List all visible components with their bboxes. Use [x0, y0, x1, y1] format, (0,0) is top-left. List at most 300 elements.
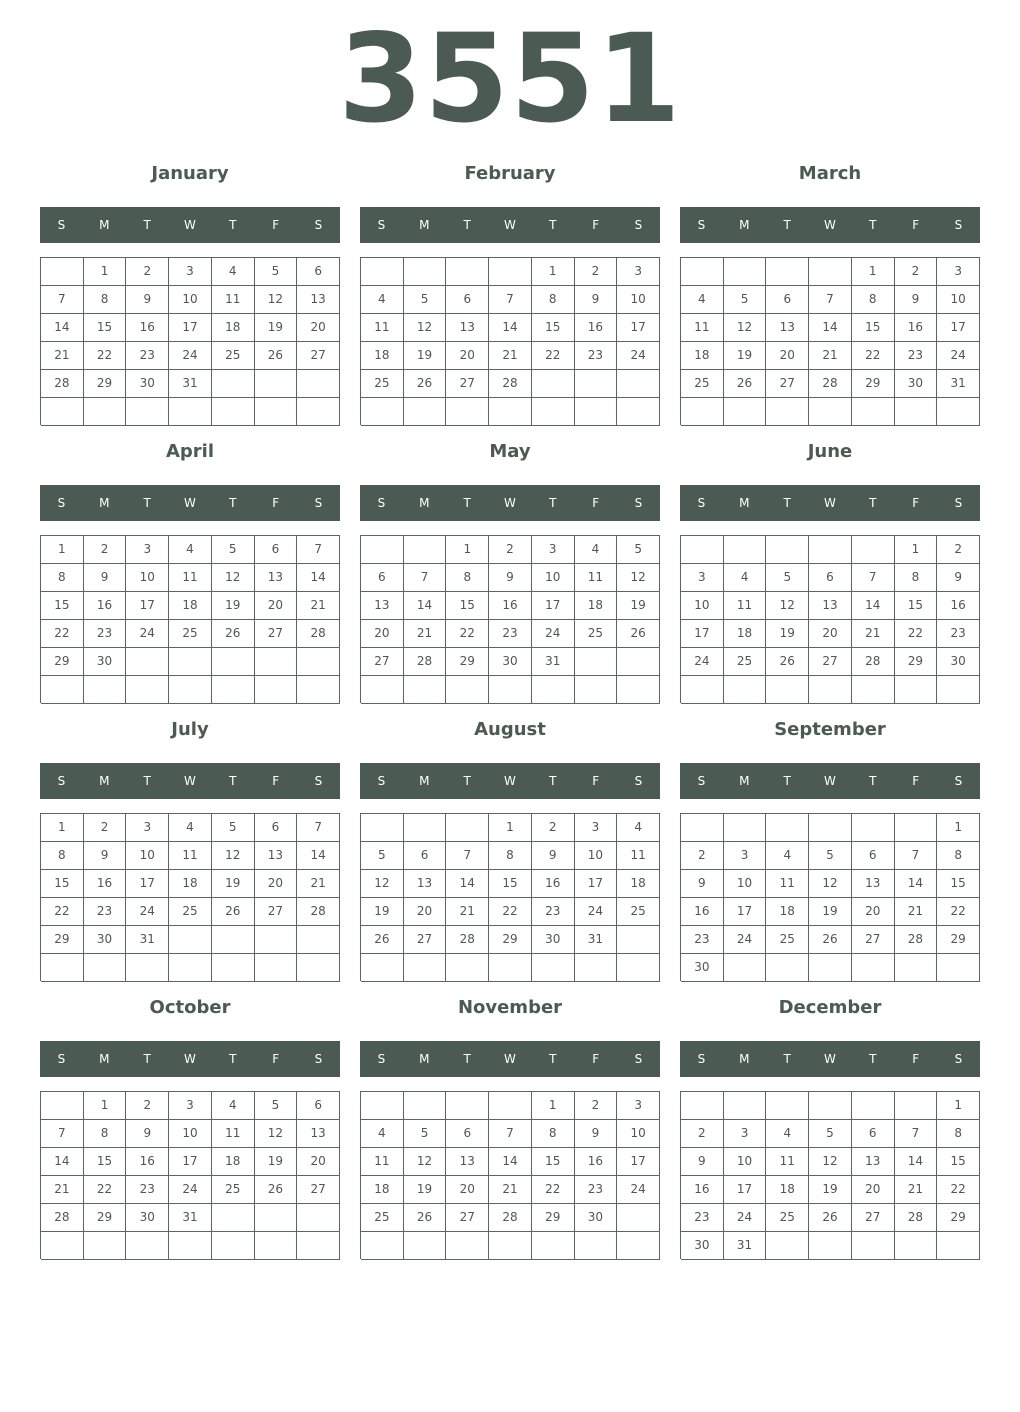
day-cell[interactable]: 5	[766, 564, 809, 592]
day-cell[interactable]: 5	[255, 1092, 298, 1120]
day-cell[interactable]: 22	[532, 1176, 575, 1204]
day-cell[interactable]: 15	[41, 592, 84, 620]
day-cell[interactable]: 29	[84, 1204, 127, 1232]
day-cell[interactable]: 16	[575, 314, 618, 342]
day-cell[interactable]: 2	[575, 258, 618, 286]
day-cell[interactable]: 6	[255, 536, 298, 564]
day-cell[interactable]: 26	[809, 926, 852, 954]
day-cell[interactable]: 11	[212, 1120, 255, 1148]
day-cell[interactable]: 28	[809, 370, 852, 398]
day-cell[interactable]: 29	[41, 926, 84, 954]
day-cell[interactable]: 25	[681, 370, 724, 398]
day-cell[interactable]: 26	[724, 370, 767, 398]
day-cell[interactable]: 18	[361, 1176, 404, 1204]
day-cell[interactable]: 17	[126, 870, 169, 898]
day-cell[interactable]: 7	[852, 564, 895, 592]
day-cell[interactable]: 16	[126, 1148, 169, 1176]
day-cell[interactable]: 1	[446, 536, 489, 564]
day-cell[interactable]: 28	[297, 620, 340, 648]
day-cell[interactable]: 19	[809, 898, 852, 926]
day-cell[interactable]: 18	[724, 620, 767, 648]
day-cell[interactable]: 26	[404, 370, 447, 398]
day-cell[interactable]: 31	[169, 1204, 212, 1232]
day-cell[interactable]: 15	[84, 314, 127, 342]
day-cell[interactable]: 24	[937, 342, 980, 370]
day-cell[interactable]: 21	[41, 342, 84, 370]
day-cell[interactable]: 2	[895, 258, 938, 286]
day-cell[interactable]: 19	[212, 592, 255, 620]
day-cell[interactable]: 8	[446, 564, 489, 592]
day-cell[interactable]: 30	[126, 370, 169, 398]
day-cell[interactable]: 17	[126, 592, 169, 620]
day-cell[interactable]: 3	[724, 1120, 767, 1148]
day-cell[interactable]: 4	[169, 814, 212, 842]
day-cell[interactable]: 24	[169, 342, 212, 370]
day-cell[interactable]: 20	[404, 898, 447, 926]
day-cell[interactable]: 29	[532, 1204, 575, 1232]
day-cell[interactable]: 13	[852, 870, 895, 898]
day-cell[interactable]: 10	[617, 286, 660, 314]
day-cell[interactable]: 21	[489, 342, 532, 370]
day-cell[interactable]: 17	[169, 1148, 212, 1176]
day-cell[interactable]: 4	[212, 258, 255, 286]
day-cell[interactable]: 7	[446, 842, 489, 870]
day-cell[interactable]: 16	[126, 314, 169, 342]
day-cell[interactable]: 6	[766, 286, 809, 314]
day-cell[interactable]: 9	[84, 842, 127, 870]
day-cell[interactable]: 2	[681, 1120, 724, 1148]
day-cell[interactable]: 30	[895, 370, 938, 398]
day-cell[interactable]: 28	[852, 648, 895, 676]
day-cell[interactable]: 1	[937, 814, 980, 842]
day-cell[interactable]: 29	[489, 926, 532, 954]
day-cell[interactable]: 10	[617, 1120, 660, 1148]
day-cell[interactable]: 23	[489, 620, 532, 648]
day-cell[interactable]: 19	[404, 342, 447, 370]
day-cell[interactable]: 24	[617, 1176, 660, 1204]
day-cell[interactable]: 4	[361, 286, 404, 314]
day-cell[interactable]: 4	[766, 842, 809, 870]
day-cell[interactable]: 28	[895, 926, 938, 954]
day-cell[interactable]: 26	[617, 620, 660, 648]
day-cell[interactable]: 15	[41, 870, 84, 898]
day-cell[interactable]: 29	[895, 648, 938, 676]
day-cell[interactable]: 6	[446, 286, 489, 314]
day-cell[interactable]: 4	[681, 286, 724, 314]
day-cell[interactable]: 8	[937, 1120, 980, 1148]
day-cell[interactable]: 1	[937, 1092, 980, 1120]
day-cell[interactable]: 8	[532, 286, 575, 314]
day-cell[interactable]: 6	[255, 814, 298, 842]
day-cell[interactable]: 17	[617, 1148, 660, 1176]
day-cell[interactable]: 12	[212, 564, 255, 592]
day-cell[interactable]: 25	[766, 926, 809, 954]
day-cell[interactable]: 9	[489, 564, 532, 592]
day-cell[interactable]: 19	[724, 342, 767, 370]
day-cell[interactable]: 2	[575, 1092, 618, 1120]
day-cell[interactable]: 3	[617, 1092, 660, 1120]
day-cell[interactable]: 18	[681, 342, 724, 370]
day-cell[interactable]: 24	[724, 926, 767, 954]
day-cell[interactable]: 15	[937, 870, 980, 898]
day-cell[interactable]: 17	[724, 1176, 767, 1204]
day-cell[interactable]: 3	[681, 564, 724, 592]
day-cell[interactable]: 9	[532, 842, 575, 870]
day-cell[interactable]: 2	[84, 536, 127, 564]
day-cell[interactable]: 3	[169, 258, 212, 286]
day-cell[interactable]: 30	[575, 1204, 618, 1232]
day-cell[interactable]: 24	[617, 342, 660, 370]
day-cell[interactable]: 4	[212, 1092, 255, 1120]
day-cell[interactable]: 22	[41, 620, 84, 648]
day-cell[interactable]: 16	[489, 592, 532, 620]
day-cell[interactable]: 21	[809, 342, 852, 370]
day-cell[interactable]: 8	[84, 1120, 127, 1148]
day-cell[interactable]: 1	[84, 258, 127, 286]
day-cell[interactable]: 15	[84, 1148, 127, 1176]
day-cell[interactable]: 28	[489, 370, 532, 398]
day-cell[interactable]: 7	[809, 286, 852, 314]
day-cell[interactable]: 10	[169, 286, 212, 314]
day-cell[interactable]: 11	[361, 1148, 404, 1176]
day-cell[interactable]: 23	[895, 342, 938, 370]
day-cell[interactable]: 7	[489, 286, 532, 314]
day-cell[interactable]: 28	[41, 370, 84, 398]
day-cell[interactable]: 23	[937, 620, 980, 648]
day-cell[interactable]: 13	[297, 1120, 340, 1148]
day-cell[interactable]: 6	[404, 842, 447, 870]
day-cell[interactable]: 22	[41, 898, 84, 926]
day-cell[interactable]: 4	[617, 814, 660, 842]
day-cell[interactable]: 23	[84, 898, 127, 926]
day-cell[interactable]: 14	[489, 1148, 532, 1176]
day-cell[interactable]: 14	[489, 314, 532, 342]
day-cell[interactable]: 9	[681, 870, 724, 898]
day-cell[interactable]: 7	[297, 814, 340, 842]
day-cell[interactable]: 14	[446, 870, 489, 898]
day-cell[interactable]: 25	[169, 620, 212, 648]
day-cell[interactable]: 16	[937, 592, 980, 620]
day-cell[interactable]: 21	[297, 870, 340, 898]
day-cell[interactable]: 22	[532, 342, 575, 370]
day-cell[interactable]: 3	[617, 258, 660, 286]
day-cell[interactable]: 10	[724, 1148, 767, 1176]
day-cell[interactable]: 26	[212, 620, 255, 648]
day-cell[interactable]: 29	[937, 926, 980, 954]
day-cell[interactable]: 20	[852, 1176, 895, 1204]
day-cell[interactable]: 3	[169, 1092, 212, 1120]
day-cell[interactable]: 15	[895, 592, 938, 620]
day-cell[interactable]: 28	[404, 648, 447, 676]
day-cell[interactable]: 4	[169, 536, 212, 564]
day-cell[interactable]: 5	[724, 286, 767, 314]
day-cell[interactable]: 14	[297, 564, 340, 592]
day-cell[interactable]: 7	[297, 536, 340, 564]
day-cell[interactable]: 23	[532, 898, 575, 926]
day-cell[interactable]: 26	[809, 1204, 852, 1232]
day-cell[interactable]: 9	[84, 564, 127, 592]
day-cell[interactable]: 23	[84, 620, 127, 648]
day-cell[interactable]: 10	[937, 286, 980, 314]
day-cell[interactable]: 19	[766, 620, 809, 648]
day-cell[interactable]: 4	[766, 1120, 809, 1148]
day-cell[interactable]: 26	[404, 1204, 447, 1232]
day-cell[interactable]: 1	[41, 536, 84, 564]
day-cell[interactable]: 5	[212, 536, 255, 564]
day-cell[interactable]: 11	[766, 1148, 809, 1176]
day-cell[interactable]: 22	[84, 1176, 127, 1204]
day-cell[interactable]: 21	[404, 620, 447, 648]
day-cell[interactable]: 26	[212, 898, 255, 926]
day-cell[interactable]: 10	[126, 842, 169, 870]
day-cell[interactable]: 30	[489, 648, 532, 676]
day-cell[interactable]: 9	[895, 286, 938, 314]
day-cell[interactable]: 2	[126, 258, 169, 286]
day-cell[interactable]: 22	[489, 898, 532, 926]
day-cell[interactable]: 2	[126, 1092, 169, 1120]
day-cell[interactable]: 25	[361, 1204, 404, 1232]
day-cell[interactable]: 16	[84, 870, 127, 898]
day-cell[interactable]: 27	[446, 370, 489, 398]
day-cell[interactable]: 25	[575, 620, 618, 648]
day-cell[interactable]: 27	[297, 342, 340, 370]
day-cell[interactable]: 20	[255, 870, 298, 898]
day-cell[interactable]: 25	[212, 342, 255, 370]
day-cell[interactable]: 14	[852, 592, 895, 620]
day-cell[interactable]: 17	[681, 620, 724, 648]
day-cell[interactable]: 12	[404, 314, 447, 342]
day-cell[interactable]: 27	[297, 1176, 340, 1204]
day-cell[interactable]: 13	[297, 286, 340, 314]
day-cell[interactable]: 6	[852, 1120, 895, 1148]
day-cell[interactable]: 21	[852, 620, 895, 648]
day-cell[interactable]: 4	[361, 1120, 404, 1148]
day-cell[interactable]: 20	[255, 592, 298, 620]
day-cell[interactable]: 13	[446, 314, 489, 342]
day-cell[interactable]: 26	[361, 926, 404, 954]
day-cell[interactable]: 1	[532, 258, 575, 286]
day-cell[interactable]: 21	[446, 898, 489, 926]
day-cell[interactable]: 3	[532, 536, 575, 564]
day-cell[interactable]: 12	[809, 1148, 852, 1176]
day-cell[interactable]: 2	[681, 842, 724, 870]
day-cell[interactable]: 7	[895, 842, 938, 870]
day-cell[interactable]: 15	[937, 1148, 980, 1176]
day-cell[interactable]: 20	[297, 314, 340, 342]
day-cell[interactable]: 27	[361, 648, 404, 676]
day-cell[interactable]: 18	[212, 314, 255, 342]
day-cell[interactable]: 14	[41, 314, 84, 342]
day-cell[interactable]: 16	[532, 870, 575, 898]
day-cell[interactable]: 19	[212, 870, 255, 898]
day-cell[interactable]: 18	[766, 1176, 809, 1204]
day-cell[interactable]: 10	[681, 592, 724, 620]
day-cell[interactable]: 12	[404, 1148, 447, 1176]
day-cell[interactable]: 29	[852, 370, 895, 398]
day-cell[interactable]: 3	[126, 814, 169, 842]
day-cell[interactable]: 2	[937, 536, 980, 564]
day-cell[interactable]: 20	[809, 620, 852, 648]
day-cell[interactable]: 30	[84, 926, 127, 954]
day-cell[interactable]: 23	[575, 1176, 618, 1204]
day-cell[interactable]: 23	[681, 926, 724, 954]
day-cell[interactable]: 11	[575, 564, 618, 592]
day-cell[interactable]: 11	[681, 314, 724, 342]
day-cell[interactable]: 6	[361, 564, 404, 592]
day-cell[interactable]: 21	[297, 592, 340, 620]
day-cell[interactable]: 5	[361, 842, 404, 870]
day-cell[interactable]: 27	[852, 1204, 895, 1232]
day-cell[interactable]: 13	[404, 870, 447, 898]
day-cell[interactable]: 27	[766, 370, 809, 398]
day-cell[interactable]: 15	[852, 314, 895, 342]
day-cell[interactable]: 6	[297, 1092, 340, 1120]
day-cell[interactable]: 9	[126, 1120, 169, 1148]
day-cell[interactable]: 8	[532, 1120, 575, 1148]
day-cell[interactable]: 14	[809, 314, 852, 342]
day-cell[interactable]: 1	[41, 814, 84, 842]
day-cell[interactable]: 24	[681, 648, 724, 676]
day-cell[interactable]: 8	[852, 286, 895, 314]
day-cell[interactable]: 3	[937, 258, 980, 286]
day-cell[interactable]: 12	[361, 870, 404, 898]
day-cell[interactable]: 7	[41, 1120, 84, 1148]
day-cell[interactable]: 11	[766, 870, 809, 898]
day-cell[interactable]: 6	[446, 1120, 489, 1148]
day-cell[interactable]: 12	[255, 286, 298, 314]
day-cell[interactable]: 12	[617, 564, 660, 592]
day-cell[interactable]: 30	[532, 926, 575, 954]
day-cell[interactable]: 6	[852, 842, 895, 870]
day-cell[interactable]: 14	[895, 870, 938, 898]
day-cell[interactable]: 3	[126, 536, 169, 564]
day-cell[interactable]: 8	[895, 564, 938, 592]
day-cell[interactable]: 9	[575, 1120, 618, 1148]
day-cell[interactable]: 29	[84, 370, 127, 398]
day-cell[interactable]: 5	[809, 1120, 852, 1148]
day-cell[interactable]: 21	[489, 1176, 532, 1204]
day-cell[interactable]: 5	[404, 1120, 447, 1148]
day-cell[interactable]: 19	[361, 898, 404, 926]
day-cell[interactable]: 27	[852, 926, 895, 954]
day-cell[interactable]: 18	[212, 1148, 255, 1176]
day-cell[interactable]: 7	[41, 286, 84, 314]
day-cell[interactable]: 13	[361, 592, 404, 620]
day-cell[interactable]: 5	[617, 536, 660, 564]
day-cell[interactable]: 24	[126, 620, 169, 648]
day-cell[interactable]: 4	[724, 564, 767, 592]
day-cell[interactable]: 30	[937, 648, 980, 676]
day-cell[interactable]: 19	[255, 1148, 298, 1176]
day-cell[interactable]: 22	[937, 898, 980, 926]
day-cell[interactable]: 23	[126, 342, 169, 370]
day-cell[interactable]: 17	[169, 314, 212, 342]
day-cell[interactable]: 7	[895, 1120, 938, 1148]
day-cell[interactable]: 5	[809, 842, 852, 870]
day-cell[interactable]: 17	[724, 898, 767, 926]
day-cell[interactable]: 29	[446, 648, 489, 676]
day-cell[interactable]: 25	[617, 898, 660, 926]
day-cell[interactable]: 18	[169, 592, 212, 620]
day-cell[interactable]: 12	[766, 592, 809, 620]
day-cell[interactable]: 13	[446, 1148, 489, 1176]
day-cell[interactable]: 18	[766, 898, 809, 926]
day-cell[interactable]: 31	[126, 926, 169, 954]
day-cell[interactable]: 25	[361, 370, 404, 398]
day-cell[interactable]: 25	[212, 1176, 255, 1204]
day-cell[interactable]: 12	[809, 870, 852, 898]
day-cell[interactable]: 14	[404, 592, 447, 620]
day-cell[interactable]: 15	[532, 1148, 575, 1176]
day-cell[interactable]: 3	[724, 842, 767, 870]
day-cell[interactable]: 11	[617, 842, 660, 870]
day-cell[interactable]: 29	[937, 1204, 980, 1232]
day-cell[interactable]: 5	[404, 286, 447, 314]
day-cell[interactable]: 18	[169, 870, 212, 898]
day-cell[interactable]: 27	[404, 926, 447, 954]
day-cell[interactable]: 19	[255, 314, 298, 342]
day-cell[interactable]: 21	[895, 1176, 938, 1204]
day-cell[interactable]: 11	[212, 286, 255, 314]
day-cell[interactable]: 13	[255, 564, 298, 592]
day-cell[interactable]: 13	[766, 314, 809, 342]
day-cell[interactable]: 10	[126, 564, 169, 592]
day-cell[interactable]: 12	[255, 1120, 298, 1148]
day-cell[interactable]: 11	[361, 314, 404, 342]
day-cell[interactable]: 19	[404, 1176, 447, 1204]
day-cell[interactable]: 20	[297, 1148, 340, 1176]
day-cell[interactable]: 15	[532, 314, 575, 342]
day-cell[interactable]: 16	[84, 592, 127, 620]
day-cell[interactable]: 8	[41, 564, 84, 592]
day-cell[interactable]: 28	[895, 1204, 938, 1232]
day-cell[interactable]: 18	[617, 870, 660, 898]
day-cell[interactable]: 20	[852, 898, 895, 926]
day-cell[interactable]: 22	[446, 620, 489, 648]
day-cell[interactable]: 20	[361, 620, 404, 648]
day-cell[interactable]: 25	[169, 898, 212, 926]
day-cell[interactable]: 9	[575, 286, 618, 314]
day-cell[interactable]: 7	[489, 1120, 532, 1148]
day-cell[interactable]: 1	[895, 536, 938, 564]
day-cell[interactable]: 6	[297, 258, 340, 286]
day-cell[interactable]: 16	[895, 314, 938, 342]
day-cell[interactable]: 27	[809, 648, 852, 676]
day-cell[interactable]: 26	[255, 342, 298, 370]
day-cell[interactable]: 18	[575, 592, 618, 620]
day-cell[interactable]: 10	[575, 842, 618, 870]
day-cell[interactable]: 5	[212, 814, 255, 842]
day-cell[interactable]: 17	[617, 314, 660, 342]
day-cell[interactable]: 12	[724, 314, 767, 342]
day-cell[interactable]: 31	[532, 648, 575, 676]
day-cell[interactable]: 13	[255, 842, 298, 870]
day-cell[interactable]: 11	[724, 592, 767, 620]
day-cell[interactable]: 28	[489, 1204, 532, 1232]
day-cell[interactable]: 14	[895, 1148, 938, 1176]
day-cell[interactable]: 8	[489, 842, 532, 870]
day-cell[interactable]: 19	[809, 1176, 852, 1204]
day-cell[interactable]: 2	[84, 814, 127, 842]
day-cell[interactable]: 25	[724, 648, 767, 676]
day-cell[interactable]: 23	[575, 342, 618, 370]
day-cell[interactable]: 23	[126, 1176, 169, 1204]
day-cell[interactable]: 7	[404, 564, 447, 592]
day-cell[interactable]: 11	[169, 842, 212, 870]
day-cell[interactable]: 29	[41, 648, 84, 676]
day-cell[interactable]: 28	[41, 1204, 84, 1232]
day-cell[interactable]: 13	[852, 1148, 895, 1176]
